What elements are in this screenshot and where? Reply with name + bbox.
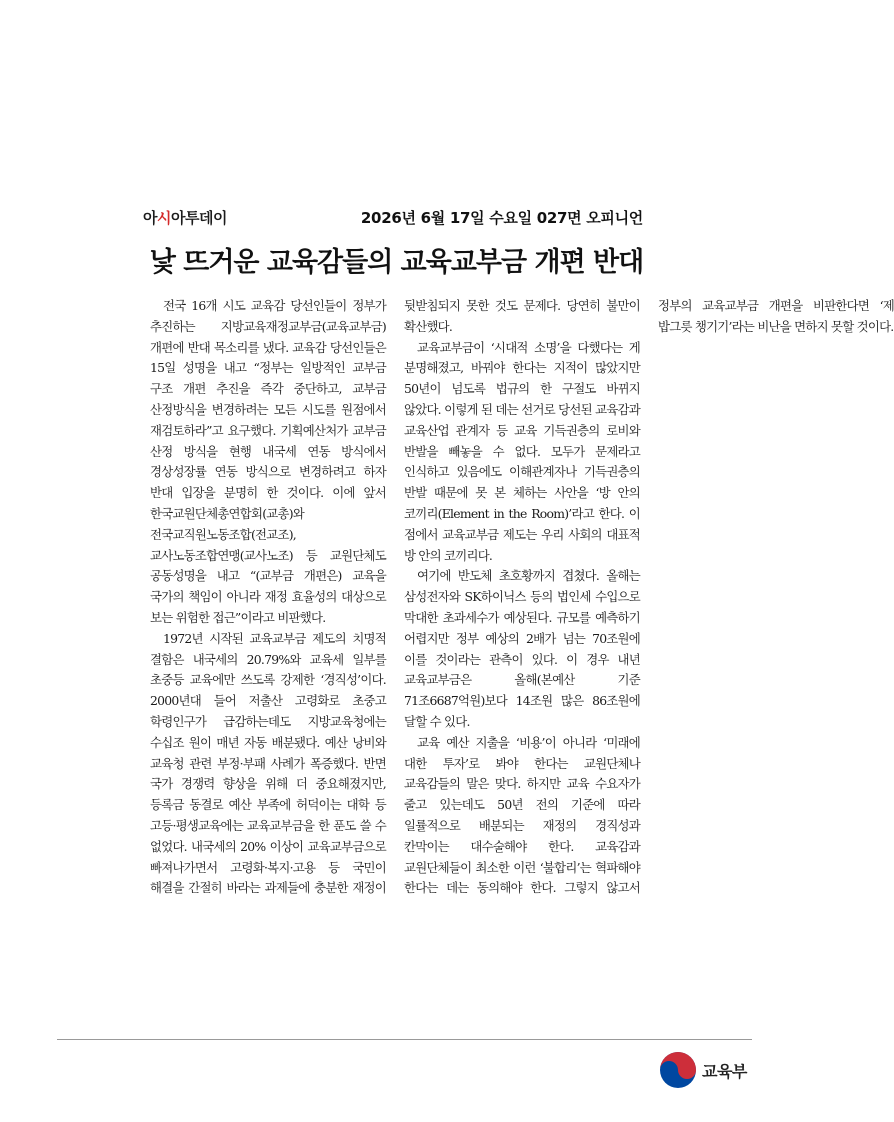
ministry-logo — [658, 1050, 758, 1090]
paragraph: 1972년 시작된 교육교부금 제도의 치명적 결함은 내국세의 20.79%와 교육세 일부를 초중등 교육에만 쓰도록 강제한 ‘경직성’이다. 2000년대 들어 저출산 고령화로 초중고 학령인구가 급감하는데도 지방교육청에는 수십조 원이 매년 자동 배분됐다. 예산 낭비와 교육청 관련 부정·부패 사례가 폭증했다. 반면 국가 경쟁력 향상을 위해 더 중요해졌지만, 등록금 동결로 예산 부족에 허덕이는 대학 등 고등·평생교육에는 교육교부금을 한 푼도 쓸 수 없었다. 내국세의 20% 이상이 교육교부금으로 빠져나가면서 고령화·복지·고용 등 국민이 해결을 간절히 바라는 과제들에 충분한 재정이 뒷받침되지 못한 것도 문제다. 당연히 불만이 확산했다. — [150, 298, 640, 896]
logo-accent: 시 — [157, 209, 171, 227]
paragraph: 교육교부금이 ‘시대적 소명’을 다했다는 게 분명해졌고, 바꿔야 한다는 지적이 많았지만 50년이 넘도록 법규의 한 구절도 바뀌지 않았다. 이렇게 된 데는 선거로 당선된 교육감과 교육산업 관계자 등 교육 기득권층의 로비와 반발을 빼놓을 수 없다. 모두가 문제라고 인식하고 있음에도 이해관계자나 기득권층의 반발 때문에 못 본 체하는 사안을 ‘방 안의 코끼리(Element in the Room)’라고 한다. 이 점에서 교육교부금 제도는 우리 사회의 대표적 방 안의 코끼리다. — [404, 339, 640, 563]
logo-suffix: 아투데이 — [171, 209, 227, 227]
headline: 낯 뜨거운 교육감들의 교육교부금 개편 반대 — [149, 247, 644, 278]
footer-divider — [57, 1039, 752, 1040]
taegeuk-icon — [658, 1050, 698, 1090]
masthead — [143, 207, 643, 233]
paragraph: 여기에 반도체 초호황까지 겹쳤다. 올해는 삼성전자와 SK하이닉스 등의 법인세 수입으로 막대한 초과세수가 예상된다. 규모를 예측하기 어렵지만 정부 예상의 2배가 넘는 70조원에 이를 것이라는 관측이 있다. 이 경우 내년 교육교부금은 올해(본예산 기준 71조6687억원)보다 14조원 많은 86조원에 달할 수 있다. — [404, 568, 640, 729]
dateline: 2026년 6월 17일 수요일 027면 오피니언 — [360, 209, 643, 227]
article-body — [150, 296, 894, 916]
paragraph: 교육 예산 지출을 ‘비용’이 아니라 ‘미래에 대한 투자’로 봐야 한다는 교원단체나 교육감들의 말은 맞다. 하지만 교육 수요자가 줄고 있는데도 50년 전의 기준에 따라 일률적으로 배분되는 재정의 경직성과 칸막이는 대수술해야 한다. 교육감과 교원단체들이 최소한 이런 ‘불합리’는 혁파해야 한다는 데는 동의해야 한다. 그렇지 않고서 정부의 교육교부금 개편을 비판한다면 ‘제 밥그릇 챙기기’라는 비난을 면하지 못할 것이다. — [404, 298, 894, 896]
paragraph: 전국 16개 시도 교육감 당선인들이 정부가 추진하는 지방교육재정교부금(교육교부금) 개편에 반대 목소리를 냈다. 교육감 당선인들은 15일 성명을 내고 “정부는 일방적인 교부금 구조 개편 추진을 즉각 중단하고, 교부금 산정방식을 변경하려는 모든 시도를 원점에서 재검토하라”고 요구했다. 기획예산처가 교부금 산정 방식을 현행 내국세 연동 방식에서 경상성장률 연동 방식으로 변경하려고 하자 반대 입장을 분명히 한 것이다. 이에 앞서 한국교원단체총연합회(교총)와 전국교직원노동조합(전교조), 교사노동조합연맹(교사노조) 등 교원단체도 공동성명을 내고 “(교부금 개편은) 교육을 국가의 책임이 아니라 재정 효율성의 대상으로 보는 위험한 접근”이라고 비판했다. — [150, 298, 386, 625]
ministry-name: 교육부 — [702, 1062, 747, 1081]
logo-prefix: 아 — [143, 209, 157, 227]
newspaper-logo — [143, 207, 227, 228]
